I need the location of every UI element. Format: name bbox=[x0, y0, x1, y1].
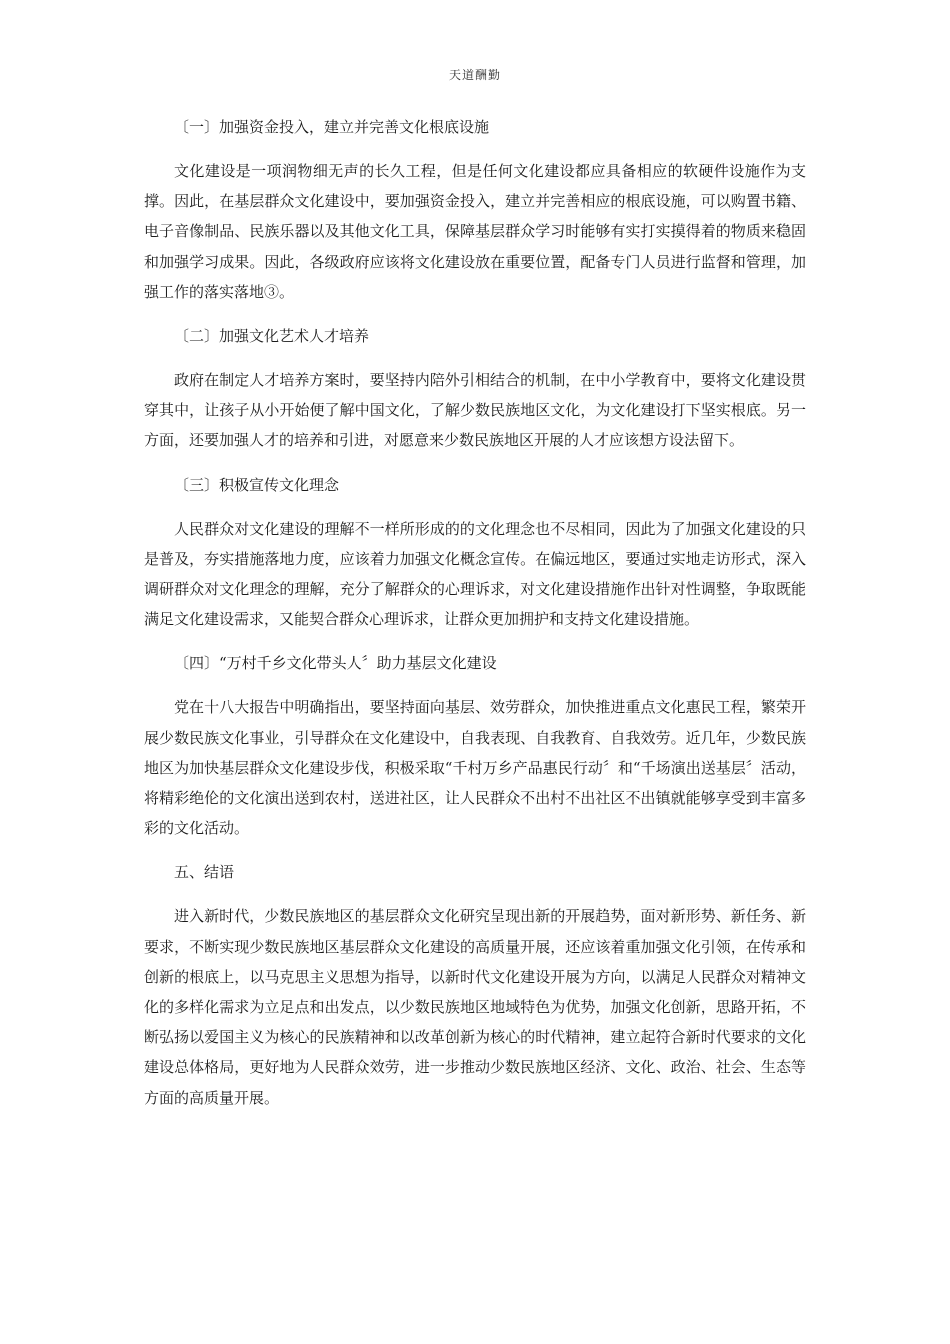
page-header: 天道酬勤 bbox=[448, 68, 501, 82]
section-paragraph: 文化建设是一项润物细无声的长久工程，但是任何文化建设都应具备相应的软硬件设施作为支撑。因此，在基层群众文化建设中，要加强资金投入，建立并完善相应的根底设施，可以购置书籍、电子音像制品、民族乐器以及其他文化工具，保障基层群众学习时能够有实打实摸得着的物质来稳固和加强学习成果。因此，各级政府应该将文化建设放在重要位置，配备专门人员进行监督和管理，加强工作的落实落地③。 bbox=[144, 162, 806, 301]
section-heading: 五、结语 bbox=[174, 863, 235, 882]
section-paragraph: 政府在制定人才培养方案时，要坚持内陪外引相结合的机制，在中小学教育中，要将文化建设贯穿其中，让孩子从小开始便了解中国文化，了解少数民族地区文化，为文化建设打下坚实根底。另一方面，还要加强人才的培养和引进，对愿意来少数民族地区开展的人才应该想方设法留下。 bbox=[144, 371, 806, 450]
section-4 bbox=[144, 648, 806, 843]
section-heading: 〔四〕“万村千乡文化带头人〞助力基层文化建设 bbox=[174, 654, 497, 673]
section-5 bbox=[144, 857, 806, 1112]
section-heading: 〔一〕加强资金投入，建立并完善文化根底设施 bbox=[174, 118, 490, 136]
section-paragraph: 进入新时代，少数民族地区的基层群众文化研究呈现出新的开展趋势，面对新形势、新任务、新要求，不断实现少数民族地区基层群众文化建设的高质量开展，还应该着重加强文化引领，在传承和创新的根底上，以马克思主义思想为指导，以新时代文化建设开展为方向，以满足人民群众对精神文化的多样化需求为立足点和出发点，以少数民族地区地域特色为优势，加强文化创新，思路开拓，不断弘扬以爱国主义为核心的民族精神和以改革创新为核心的时代精神，建立起符合新时代要求的文化建设总体格局，更好地为人民群众效劳，进一步推动少数民族地区经济、文化、政治、社会、生态等方面的高质量开展。 bbox=[144, 907, 806, 1107]
section-3 bbox=[144, 470, 806, 635]
section-heading: 〔三〕积极宣传文化理念 bbox=[174, 475, 340, 494]
section-heading: 〔二〕加强文化艺术人才培养 bbox=[174, 327, 370, 346]
section-1 bbox=[144, 112, 806, 307]
section-paragraph: 人民群众对文化建设的理解不一样所形成的的文化理念也不尽相同，因此为了加强文化建设的只是普及，夯实措施落地力度，应该着力加强文化概念宣传。在偏远地区，要通过实地走访形式，深入调研群众对文化理念的理解，充分了解群众的心理诉求，对文化建设措施作出针对性调整，争取既能满足文化建设需求，又能契合群众心理诉求，让群众更加拥护和支持文化建设措施。 bbox=[144, 519, 806, 629]
section-2 bbox=[144, 321, 806, 456]
document-body bbox=[144, 112, 806, 1127]
section-paragraph: 党在十八大报告中明确指出，要坚持面向基层、效劳群众，加快推进重点文化惠民工程，繁荣开展少数民族文化事业，引导群众在文化建设中，自我表现、自我教育、自我效劳。近几年，少数民族地区为加快基层群众文化建设步伐，积极采取“千村万乡产品惠民行动〞和“千场演出送基层〞活动，将精彩绝伦的文化演出送到农村，送进社区，让人民群众不出村不出社区不出镇就能够享受到丰富多彩的文化活动。 bbox=[144, 698, 806, 838]
